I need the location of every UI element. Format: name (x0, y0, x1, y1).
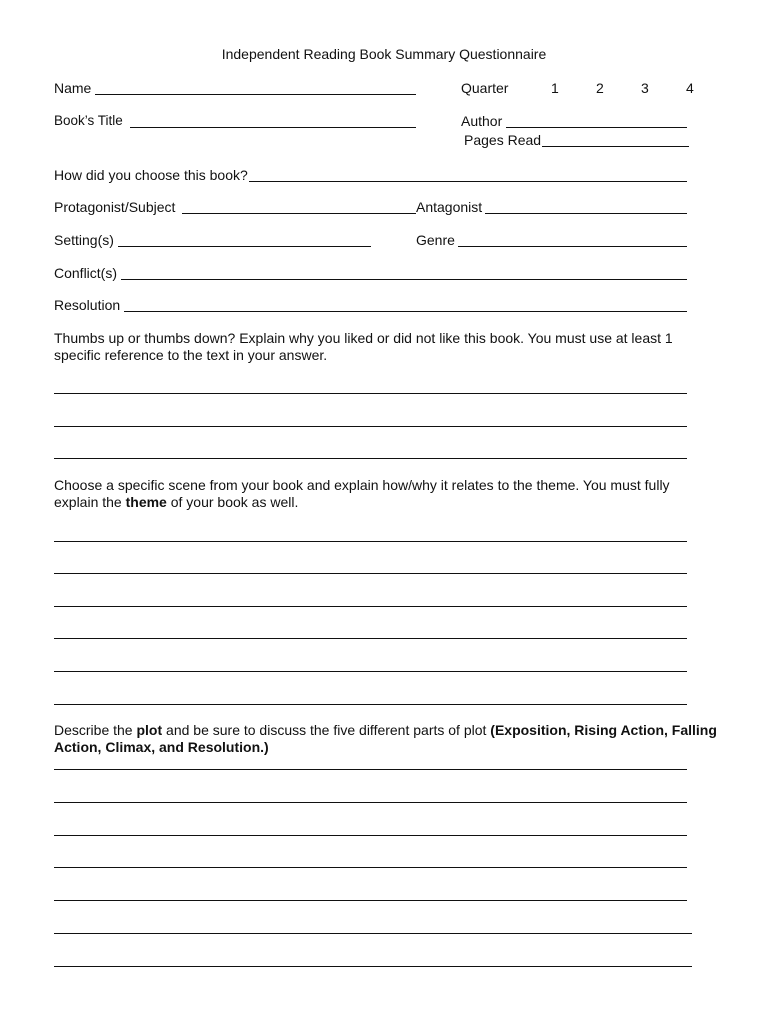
plot-answer-line[interactable] (54, 835, 687, 836)
plot-answer-line[interactable] (54, 769, 687, 770)
opinion-answer-line[interactable] (54, 393, 687, 394)
theme-answer-line[interactable] (54, 573, 687, 574)
plot-answer-line[interactable] (54, 867, 687, 868)
quarter-option-3[interactable]: 3 (641, 80, 649, 96)
plot-question (54, 722, 724, 756)
conflict-field[interactable] (121, 279, 687, 280)
theme-answer-line[interactable] (54, 541, 687, 542)
opinion-question: Thumbs up or thumbs down? Explain why you liked or did not like this book. You must use at least 1 specific reference to the text in your answer. (54, 330, 673, 363)
name-label: Name (54, 80, 92, 96)
conflict-label: Conflict(s) (54, 265, 118, 281)
plot-answer-line[interactable] (54, 966, 692, 967)
antagonist-label: Antagonist (416, 199, 483, 215)
theme-keyword: theme (125, 494, 167, 510)
protagonist-field[interactable] (182, 213, 416, 214)
opinion-answer-line[interactable] (54, 458, 687, 459)
genre-field[interactable] (458, 246, 687, 247)
author-field[interactable] (506, 127, 687, 128)
resolution-label: Resolution (54, 297, 121, 313)
plot-answer-line[interactable] (54, 900, 687, 901)
pages-read-label: Pages Read (464, 132, 542, 148)
theme-question-text: Choose a specific scene from your book and explain how/why it relates to the theme. You must fully explain the (54, 477, 670, 510)
pages-read-field[interactable] (542, 146, 689, 147)
plot-keyword: plot (136, 722, 163, 738)
plot-answer-line[interactable] (54, 802, 687, 803)
theme-question-text-end: of your book as well. (166, 494, 299, 510)
theme-answer-line[interactable] (54, 638, 687, 639)
plot-parts: (Exposition, Rising Action, Falling Action, Climax, and Resolution.) (54, 722, 717, 755)
resolution-field[interactable] (124, 311, 687, 312)
protagonist-label: Protagonist/Subject (54, 199, 176, 215)
name-field[interactable] (95, 94, 416, 95)
quarter-label: Quarter (461, 80, 509, 96)
plot-answer-line[interactable] (54, 933, 692, 934)
author-label: Author (461, 113, 503, 129)
setting-label: Setting(s) (54, 232, 114, 248)
genre-label: Genre (416, 232, 455, 248)
how-chosen-field[interactable] (249, 181, 687, 182)
quarter-option-2[interactable]: 2 (596, 80, 604, 96)
antagonist-field[interactable] (485, 213, 687, 214)
setting-field[interactable] (118, 246, 371, 247)
quarter-option-1[interactable]: 1 (551, 80, 559, 96)
plot-question-text: Describe the (54, 722, 137, 738)
book-title-field[interactable] (130, 127, 416, 128)
theme-answer-line[interactable] (54, 671, 687, 672)
book-title-label: Book’s Title (54, 113, 123, 128)
page-title: Independent Reading Book Summary Questionnaire (221, 46, 547, 62)
theme-question (54, 477, 694, 511)
how-chosen-label: How did you choose this book? (54, 167, 248, 183)
theme-answer-line[interactable] (54, 606, 687, 607)
quarter-option-4[interactable]: 4 (686, 80, 694, 96)
theme-answer-line[interactable] (54, 704, 687, 705)
opinion-answer-line[interactable] (54, 426, 687, 427)
plot-question-text-middle: and be sure to discuss the five different parts of plot (162, 722, 491, 738)
